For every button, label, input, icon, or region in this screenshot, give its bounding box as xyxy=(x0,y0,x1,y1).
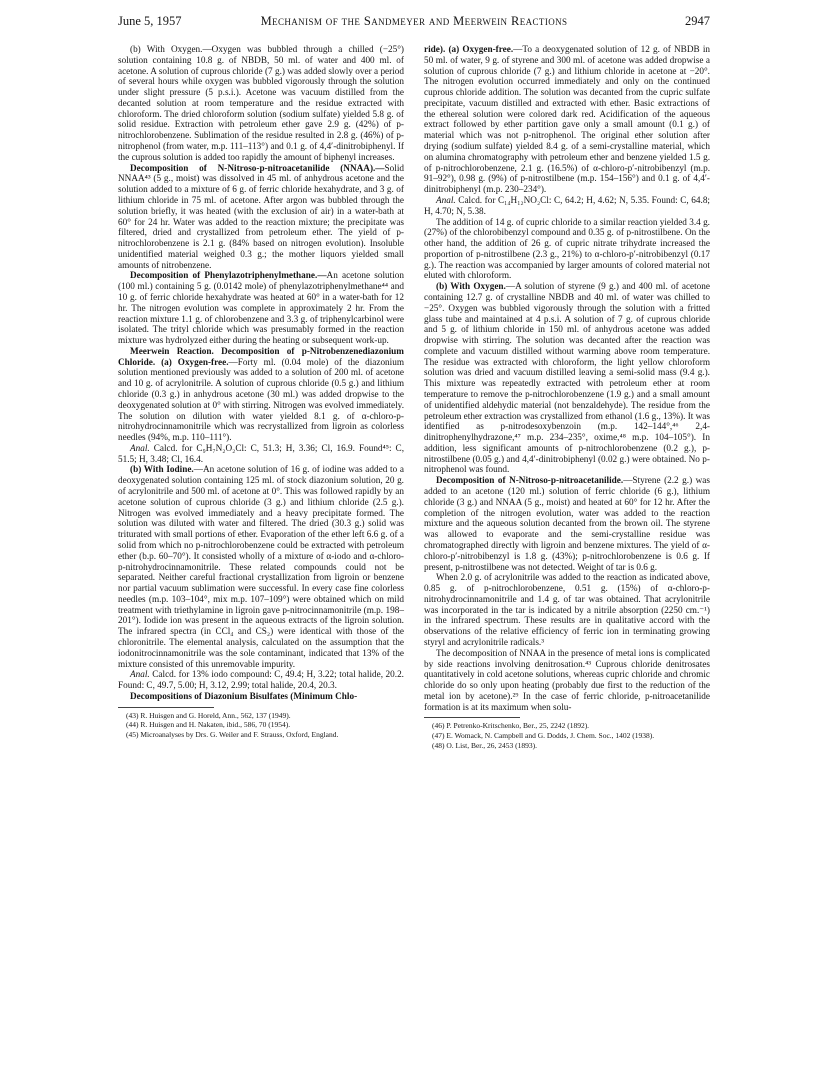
section-heading: (b) With Iodine. xyxy=(130,464,194,475)
page-number: 2947 xyxy=(685,14,710,28)
footnote: (45) Microanalyses by Drs. G. Weiler and F. Strauss, Oxford, England. xyxy=(126,730,339,740)
anal-label: Anal. xyxy=(130,442,150,453)
issue-date: June 5, 1957 xyxy=(118,14,182,28)
paragraph-oxygen-free: ride). (a) Oxygen-free.—To a deoxygenated solution of 12 g. of NBDB in 50 ml. of water, 9 g. of styrene and 300 ml. of acetone was added dropwise a solution of cuprous chloride (7 g.) and lithium chloride in acetone at −20°. The nitrogen evolution occurred immediately and only on the continued cuprous chloride addition. The solution was decanted from the cupric sulfate precipitate, vacuum distilled and extracted with ether. Basic extractions of the ethereal solution were colored dark red. Acidification of the aqueous extract followed by ether partition gave only a small amount (0.1 g.) of material which was not p-nitrophenol. The original ether solution after drying (sodium sulfate) yielded 8.4 g. of a semi-crystalline material, which on alumina chromatography with petroleum ether and benzene yielded 1.5 g. of p-nitrochlorobenzene, 2.1 g. (16.5%) of α-chloro-p′-nitrobibenzyl (m.p. 91–92°), 0.98 g. (9%) of p-nitrostilbene (m.p. 154–156°) and 0.1 g. of 4,4′-dinitrobiphenyl (m.p. 230–234°). xyxy=(424,44,710,195)
paragraph-denitrosation: The decomposition of NNAA in the presence of metal ions is complicated by side reactions involving denitrosation.⁴³ Cuprous chloride denitrosates quantitatively in cold acetone solutions, whereas cupric chloride and chromic chloride do so only upon heating (probably due first to the reduction of the metal ion by acetone).²⁹ In the case of ferric chloride, p-nitroacetanilide formation is at its maximum when solu- xyxy=(424,647,710,712)
paragraph-nnaa: Decomposition of N-Nitroso-p-nitroacetanilide (NNAA).—Solid NNAA⁴³ (5 g., moist) was dissolved in 45 ml. of anhydrous acetone and the solution added to a mixture of 6 g. of ferric chloride hexahydrate, and 3 g. of lithium chloride in 75 ml. of acetone. After argon was bubbled through the solution briefly, it was heated (with the exclusion of air) in a water-bath at 60° for 24 hr. Water was added to the reaction mixture; the precipitate was filtered, dried and crystallized from petroleum ether. The yield of p-nitrochlorobenzene is 2.1 g. (84% based on nitrogen evolution). Insoluble unidentified material weighed 0.3 g.; the mother liquors yielded small amounts of nitrobenzene. xyxy=(118,162,404,270)
analysis-1: Anal. Calcd. for C₉H₇N₂O₂Cl: C, 51.3; H, 3.36; Cl, 16.9. Found⁴⁵: C, 51.5; H, 3.48; Cl, 16.4. xyxy=(118,442,404,464)
footnote: (48) O. List, Ber., 26, 2453 (1893). xyxy=(432,741,537,751)
running-header xyxy=(118,14,710,30)
paragraph-meerwein: Meerwein Reaction. Decomposition of p-Nitrobenzenediazonium Chloride. (a) Oxygen-free.—Forty ml. (0.04 mole) of the diazonium solution mentioned previously was added to a solution of 200 ml. of acetone and 10 g. of acrylonitrile. A solution of cuprous chloride (0.5 g.) and lithium chloride (0.3 g.) in anhydrous acetone (30 ml.) was added dropwise to the deoxygenated solution at 0° with stirring. Nitrogen was evolved immediately. The solution on dilution with water yielded 8.1 g. of α-chloro-p-nitrohydrocinnamonitrile which was recrystallized from ligroin as colorless needles (94%, m.p. 110–111°). xyxy=(118,345,405,443)
footnote-rule xyxy=(118,707,214,708)
section-heading: Decompositions of Diazonium Bisulfates (Minimum Chlo- xyxy=(130,690,358,701)
paragraph-with-iodine: (b) With Iodine.—An acetone solution of 16 g. of iodine was added to a deoxygenated solution containing 125 ml. of stock diazonium solution, 20 g. of acrylonitrile and 500 ml. of acetone at 0°. This was followed rapidly by an acetone solution of cuprous chloride (3 g.) and lithium chloride (2.5 g.). Nitrogen was evolved immediately and a heavy precipitate formed. The solution was diluted with water and filtered. The dried (30.3 g.) solid was triturated with small portions of ether. Evaporation of the ether left 6.6 g. of a solid from which no p-nitrochlorobenzene could be extracted with petroleum ether (b.p. 60–70°). It consisted wholly of a mixture of α-iodo and α-chloro-p-nitrohydrocinnamonitrile. These related compounds could not be separated. Neither careful fractional crystallization from ligroin or benzene nor partial vacuum sublimation were successful. In every case fine colorless needles (m.p. 103–104°, mix m.p. 107–109°) were obtained which on mild treatment with triethylamine in ligroin gave p-nitrocinnamonitrile (m.p. 198–201°). Iodide ion was present in the aqueous extracts of the ligroin solution. The infrared spectra (in CCl₄ and CS₂) were identical with those of the chloronitrile. The elemental analysis, calculated on the assumption that the iodonitrocinnamonitrile was the sole contaminant, indicated that 13% of the mixture consisted of this unremovable impurity. xyxy=(118,464,404,669)
right-column xyxy=(424,44,710,751)
section-heading: (b) With Oxygen. xyxy=(436,281,506,292)
paragraph-phenylazo: Decomposition of Phenylazotriphenylmethane.—An acetone solution (100 ml.) containing 5 g. (0.0142 mole) of phenylazotriphenylmethane⁴⁴ and 10 g. of ferric chloride hexahydrate was heated at 60° in a water-bath for 12 hr. The nitrogen evolution was complete in approximately 2 hr. From the reaction mixture 1.1 g. of chlorobenzene and 3.3 g. of triphenylcarbinol were isolated. The trityl chloride which was presumably formed in the reaction mixture was hydrolyzed either during the heating or subsequent work-up. xyxy=(118,270,404,346)
section-heading: Meerwein Reaction. Decomposition of p-Nitrobenzenediazonium Chloride. (a) Oxygen-free. xyxy=(118,345,404,367)
section-heading: ride). (a) Oxygen-free. xyxy=(424,44,514,54)
paragraph-with-oxygen: (b) With Oxygen.—Oxygen was bubbled through a chilled (−25°) solution containing 10.8 g. of NBDB, 50 ml. of water and 400 ml. of acetone. A solution of cuprous chloride (7 g.) was added slowly over a period of several hours while oxygen was bubbled vigorously through the solution under slight pressure (5 p.s.i.). Acetone was vacuum distilled from the decanted solution at room temperature and the residue extracted with chloroform. The dried chloroform solution (sodium sulfate) yielded 5.8 g. of solid residue. Extraction with petroleum ether gave 2.9 g. (42%) of p-nitrochlorobenzene. Sublimation of the residue resulted in 2.8 g. (46%) of p-nitrophenol (from water, m.p. 111–113°) and 0.1 g. of 4,4′-dinitrobiphenyl. If the cuprous solution is added too rapidly the amount of biphenyl increases. xyxy=(118,44,404,162)
footnote: (47) E. Womack, N. Campbell and G. Dodds, J. Chem. Soc., 1402 (1938). xyxy=(432,731,655,741)
left-column xyxy=(118,44,404,740)
running-title: Mechanism of the Sandmeyer and Meerwein Reactions xyxy=(260,14,568,28)
footnote: (43) R. Huisgen and G. Horeld, Ann., 562, 137 (1949). xyxy=(126,710,291,720)
section-heading: Decomposition of Phenylazotriphenylmethane.— xyxy=(130,270,327,281)
anal-label: Anal. xyxy=(130,669,150,680)
paragraph-with-oxygen-styrene: (b) With Oxygen.—A solution of styrene (9 g.) and 400 ml. of acetone containing 12.7 g. of crystalline NBDB and 40 ml. of water was chilled to −25°. Oxygen was bubbled vigorously through the solution with a fritted glass tube and maintained at 4 p.s.i. A solution of 7 g. of cuprous chloride and 5 g. of lithium chloride in 150 ml. of anhydrous acetone was added dropwise with stirring. The solution was decanted after the reaction was complete and vacuum distilled without warming above room temperature. The residue was extracted with chloroform, the light yellow chloroform solution was dried and vacuum distilled leaving a semi-solid mass (9.4 g.). This mixture was repeatedly extracted with petroleum ether at room temperature to remove the p-nitrochlorobenzene (1.9 g.) and a small amount of unidentified aldehydic material (not benzaldehyde). The residue from the petroleum ether extraction was crystallized from ethanol (1.6 g., 13%). It was identified as p-nitrodesoxybenzoin (m.p. 142–144°,⁴⁶ 2,4-dinitrophenylhydrazone,⁴⁷ m.p. 234–235°, oxime,⁴⁸ m.p. 104–105°). In addition, less significant amounts of p-nitrochlorobenzene (0.2 g.), p-nitrostilbene (0.05 g.) and 4,4′-dinitrobiphenyl (0.02 g.) were obtained. No p-nitrophenol was found. xyxy=(424,281,710,475)
paragraph-cupric-chloride: The addition of 14 g. of cupric chloride to a similar reaction yielded 3.4 g. (27%) of the chlorobibenzyl compound and 0.35 g. of p-nitrostilbene. On the other hand, the addition of 26 g. of cupric nitrate trihydrate increased the proportion of p-nitrostilbene (2.3 g., 21%) to α-chloro-p′-nitrobibenzyl (0.17 g.). The reaction was accompanied by larger amounts of colored material not eluted with chloroform. xyxy=(424,216,710,281)
footnote: (46) P. Petrenko-Kritschenko, Ber., 25, 2242 (1892). xyxy=(432,721,590,731)
section-heading: Decomposition of N-Nitroso-p-nitroacetanilide (NNAA).— xyxy=(130,162,385,173)
paragraph-nnaa-styrene: Decomposition of N-Nitroso-p-nitroacetanilide.—Styrene (2.2 g.) was added to an acetone (120 ml.) solution of ferric chloride (6 g.), lithium chloride (3 g.) and NNAA (5 g., moist) and heated at 60° for 12 hr. After the completion of the nitrogen evolution, water was added to the reaction mixture and the aqueous solution decanted from the brown oil. The styrene was allowed to evaporate and the semi-crystalline residue was chromatographed directly with ligroin and benzene mixtures. The yield of α-chloro-p′-nitrobibenzyl is 1.8 g. (43%); p-nitrochlorobenzene is 0.6 g. If present, p-nitrostilbene was not detected. Weight of tar is 0.6 g. xyxy=(424,475,710,572)
anal-label: Anal. xyxy=(436,194,456,205)
analysis-3: Anal. Calcd. for C₁₄H₁₂NO₂Cl: C, 64.2; H, 4.62; N, 5.35. Found: C, 64.8; H, 4.70; N, 5.38. xyxy=(424,194,710,216)
paragraph-bisulfates xyxy=(118,691,404,702)
analysis-2: Anal. Calcd. for 13% iodo compound: C, 49.4; H, 3.22; total halide, 20.2. Found: C, 49.7, 5.00; H, 3.12, 2.99; total halide, 20.4, 20.3. xyxy=(118,669,404,691)
section-heading: Decomposition of N-Nitroso-p-nitroacetanilide. xyxy=(436,475,624,486)
footnote: (44) R. Huisgen and H. Nakaten, ibid., 586, 70 (1954). xyxy=(126,720,291,730)
footnote-rule xyxy=(424,717,520,718)
paragraph-acrylonitrile: When 2.0 g. of acrylonitrile was added to the reaction as indicated above, 0.85 g. of p-nitrochlorobenzene, 0.51 g. (15%) of α-chloro-p-nitrohydrocinnamonitrile and 1.4 g. of tar was obtained. That acrylonitrile was incorporated in the tar is indicated by a nitrile absorption (2250 cm.⁻¹) in the infrared spectrum. These results are in qualitative accord with the observations of the relative efficiency of ferric ion in terminating growing styryl and acrylonitrile radicals.³ xyxy=(424,572,710,647)
